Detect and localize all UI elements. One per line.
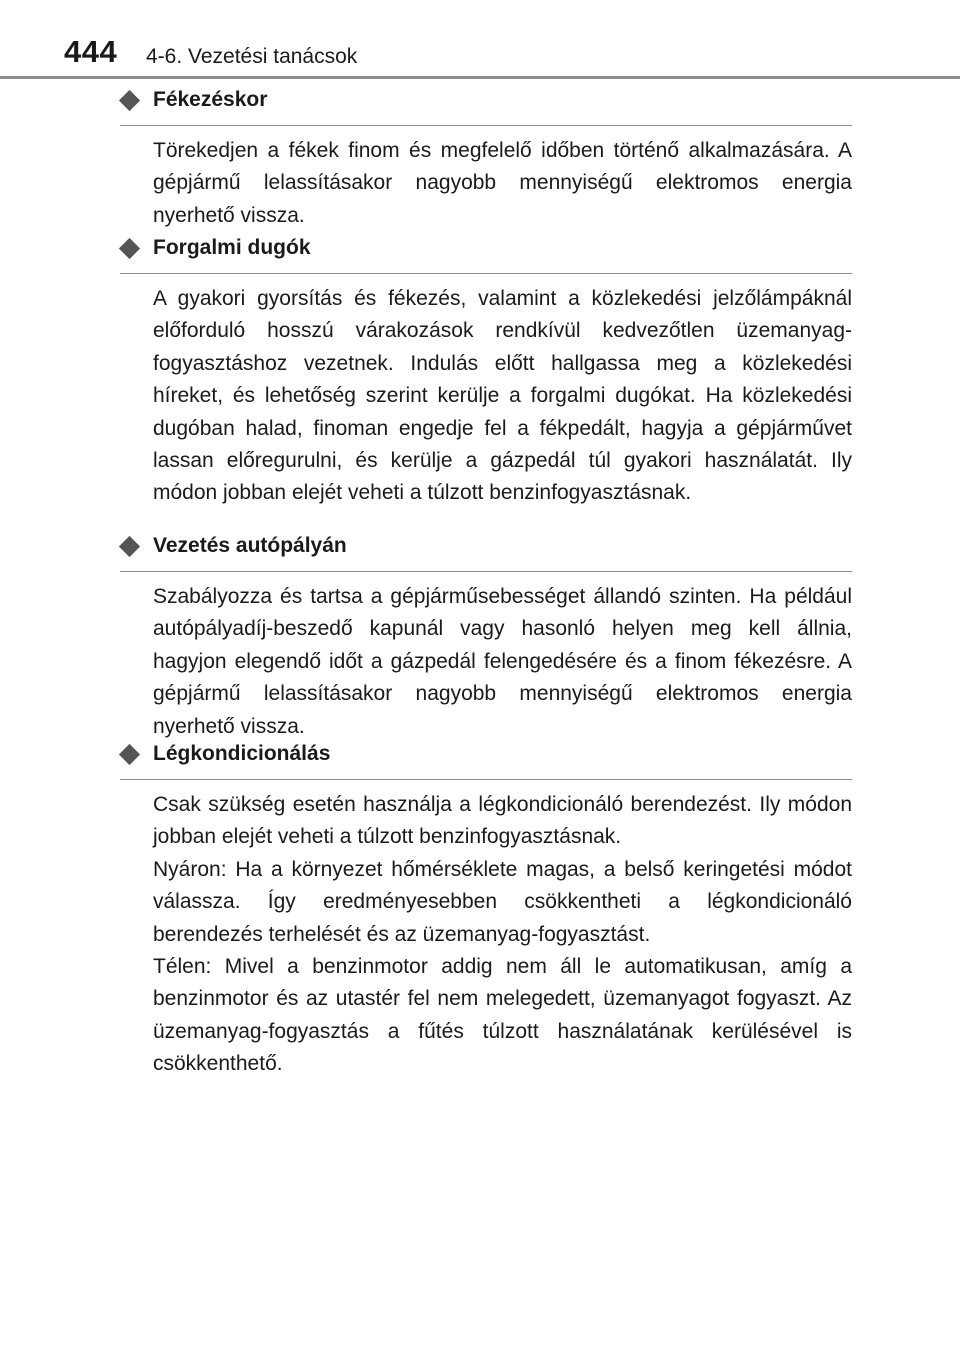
section-paragraph: Nyáron: Ha a környezet hőmérséklete magas, a belső keringetési módot válassza. Így eredményesebben csökkentheti a légkondicionáló berendezés terhelését és az üzemanyag-fogyasztást. <box>153 857 852 946</box>
section-heading-text: Forgalmi dugók <box>153 236 311 259</box>
section-heading <box>120 742 852 782</box>
header-divider <box>0 76 960 79</box>
heading-divider <box>120 571 852 572</box>
heading-divider <box>120 125 852 126</box>
section-heading-text: Vezetés autópályán <box>153 534 347 557</box>
section-heading <box>120 88 852 128</box>
diamond-bullet-icon <box>119 536 140 557</box>
section-paragraph: Télen: Mivel a benzinmotor addig nem áll le automatikusan, amíg a benzinmotor és az utastér fel nem melegedett, üzemanyagot fogyaszt. Az üzemanyag-fogyasztás a fűtés túlzott használatának kerülésével is csökkenthető. <box>153 955 852 1076</box>
diamond-bullet-icon <box>119 238 140 259</box>
diamond-bullet-icon <box>119 90 140 111</box>
section-paragraph: Törekedjen a fékek finom és megfelelő időben történő alkalmazására. A gépjármű lelassításakor nagyobb mennyiségű elektromos energia nyerhető vissza. <box>153 139 852 227</box>
chapter-title: 4-6. Vezetési tanácsok <box>146 45 358 68</box>
section-heading-text: Fékezéskor <box>153 88 268 111</box>
section-vezetes-autopalyan <box>120 534 852 743</box>
section-heading <box>120 534 852 574</box>
section-paragraph: Csak szükség esetén használja a légkondicionáló berendezést. Ily módon jobban elejét veheti a túlzott benzinfogyasztásnak. <box>153 793 852 849</box>
section-fekezeskor <box>120 88 852 232</box>
section-forgalmi-dugok <box>120 236 852 510</box>
heading-divider <box>120 273 852 274</box>
diamond-bullet-icon <box>119 744 140 765</box>
section-heading <box>120 236 852 276</box>
section-paragraph: A gyakori gyorsítás és fékezés, valamint a közlekedési jelzőlámpáknál előforduló hosszú várakozások rendkívül kedvezőtlen üzemanyag-fogyasztáshoz vezetnek. Indulás előtt hallgassa meg a közlekedési híreket, és lehetőség szerint kerülje a forgalmi dugókat. Ha közlekedési dugóban halad, finoman engedje fel a fékpedált, hagyja a gépjárművet lassan előregurulni, és kerülje a gázpedál túl gyakori használatát. Ily módon jobban elejét veheti a túlzott benzinfogyasztásnak. <box>153 287 852 505</box>
page-number: 444 <box>64 34 118 69</box>
section-legkondicionalas <box>120 742 852 1081</box>
section-paragraph: Szabályozza és tartsa a gépjárműsebességet állandó szinten. Ha például autópályadíj-beszedő kapunál vagy hasonló helyen meg kell állnia, hagyjon elegendő időt a gázpedál felengedésére és a finom fékezésre. A gépjármű lelassításakor nagyobb mennyiségű elektromos energia nyerhető vissza. <box>153 585 852 738</box>
section-heading-text: Légkondicionálás <box>153 742 331 765</box>
heading-divider <box>120 779 852 780</box>
page-header <box>0 0 960 80</box>
